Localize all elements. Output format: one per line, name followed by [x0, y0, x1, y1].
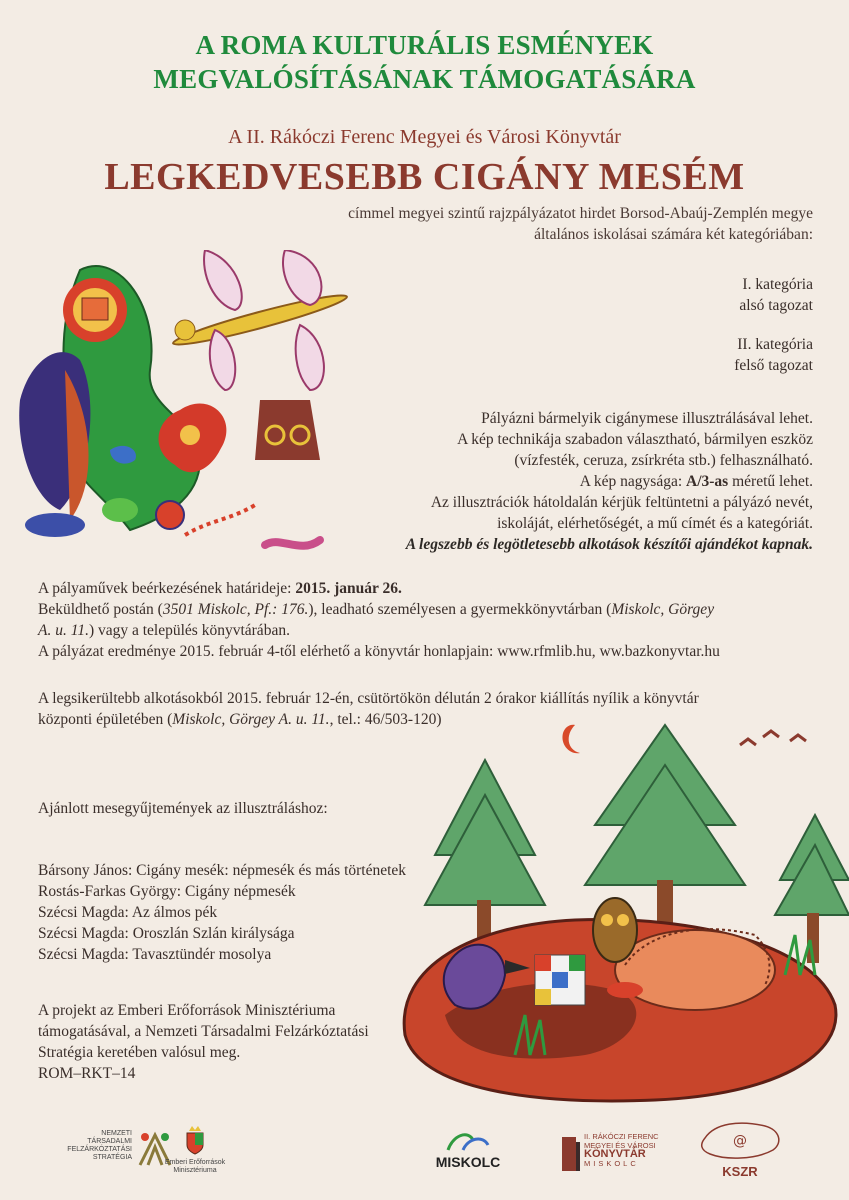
category-2-level: felső tagozat — [734, 357, 813, 374]
ntfs-logo-line: NEMZETI — [101, 1130, 132, 1137]
illustration-flower-dragonfly — [10, 250, 405, 570]
results-line: A pályázat eredménye 2015. február 4-től elérhető a könyvtár honlapjain: www.rfmlib.hu, ww.bazkonyvtar.hu — [38, 643, 720, 660]
submission-postal-address: 3501 Miskolc, Pf.: 176. — [162, 601, 309, 618]
rules-line-2: A kép technikája szabadon választható, bármilyen eszköz — [457, 431, 813, 448]
exhibition-address: Miskolc, Görgey A. u. 11. — [172, 711, 330, 728]
library-logo-line: MEGYEI ÉS VÁROSI — [584, 1141, 656, 1150]
subtitle-line-2: általános iskolásai számára két kategóriában: — [534, 226, 813, 243]
submission-line — [38, 599, 818, 641]
rules-line-1: Pályázni bármelyik cigánymese illusztrálásával lehet. — [481, 410, 813, 427]
submission-text-f: ) vagy a település könyvtárában. — [88, 622, 290, 639]
library-logo — [560, 1130, 680, 1185]
books-list — [38, 860, 406, 965]
submission-text-a: Beküldhető postán ( — [38, 601, 163, 618]
illustration-forest-hedgehog — [395, 715, 849, 1105]
ministry-logo-line: Emberi Erőforrások — [164, 1159, 226, 1166]
ministry-logo — [155, 1125, 235, 1185]
ntfs-logo-line: STRATÉGIA — [92, 1154, 132, 1161]
header-line-2: MEGVALÓSÍTÁSÁNAK TÁMOGATÁSÁRA — [153, 64, 696, 94]
project-line-2: támogatásával, a Nemzeti Társadalmi Felzárkóztatási — [38, 1023, 369, 1040]
miskolc-logo-text: MISKOLC — [435, 1154, 501, 1170]
category-1 — [739, 274, 813, 316]
rules-prize-line: A legszebb és legötletesebb alkotások készítői ajándékot kapnak. — [405, 536, 813, 553]
exhibition-phone: , tel.: 46/503-120) — [329, 711, 442, 728]
ministry-logo-line: Minisztériuma — [173, 1167, 217, 1174]
exhibition-line-1: A legsikerültebb alkotásokból 2015. február 12-én, csütörtökön délután 2 órakor kiállítás nyílik a könyvtár — [38, 690, 699, 707]
header-line-1: A ROMA KULTURÁLIS ESMÉNYEK — [195, 30, 654, 60]
page-title: LEGKEDVESEBB CIGÁNY MESÉM — [104, 156, 745, 198]
kszr-logo-text: KSZR — [722, 1164, 758, 1179]
category-1-level: alsó tagozat — [739, 297, 813, 314]
submission-library-address-cont: A. u. 11. — [38, 622, 89, 639]
library-logo-line: MISKOLC — [584, 1159, 639, 1168]
category-2-name: II. kategória — [737, 336, 813, 353]
books-heading: Ajánlott mesegyűjtemények az illusztráláshoz: — [38, 800, 328, 817]
book-item: Szécsi Magda: Az álmos pék — [38, 904, 218, 921]
category-2 — [734, 334, 813, 376]
category-1-name: I. kategória — [742, 276, 813, 293]
project-note — [38, 1000, 369, 1084]
library-logo-mark — [560, 1132, 582, 1172]
project-line-1: A projekt az Emberi Erőforrások Minisztériuma — [38, 1002, 336, 1019]
exhibition-text-a: központi épületében ( — [38, 711, 173, 728]
rules-line-3: (vízfesték, ceruza, zsírkréta stb.) felhasználható. — [514, 452, 813, 469]
rules-line-5: Az illusztrációk hátoldalán kérjük feltüntetni a pályázó nevét, — [430, 494, 813, 511]
library-logo-line: II. RÁKÓCZI FERENC — [584, 1132, 659, 1141]
organizer-name: A II. Rákóczi Ferenc Megyei és Városi Könyvtár — [228, 126, 621, 148]
project-code: ROM–RKT–14 — [38, 1065, 136, 1082]
deadline-line — [38, 578, 818, 599]
hungarian-crest-icon — [183, 1125, 207, 1155]
ntfs-logo-line: FELZÁRKÓZTATÁSI — [67, 1146, 132, 1153]
kszr-map-icon — [695, 1118, 785, 1163]
book-item: Szécsi Magda: Tavasztündér mosolya — [38, 946, 272, 963]
rules-size-suffix: méretű lehet. — [728, 473, 813, 490]
svg-text:@: @ — [733, 1133, 747, 1149]
rules-line-6: iskoláját, elérhetőségét, a mű címét és a kategóriát. — [497, 515, 813, 532]
rules-size-prefix: A kép nagysága: — [579, 473, 687, 490]
subtitle-line-1: címmel megyei szintű rajzpályázatot hirdet Borsod-Abaúj-Zemplén megye — [348, 205, 813, 222]
book-item: Bársony János: Cigány mesék: népmesék és más történetek — [38, 862, 407, 879]
deadline-date: 2015. január 26. — [295, 580, 402, 597]
rules-size-value: A/3-as — [686, 473, 729, 490]
miskolc-logo-mark — [443, 1130, 493, 1152]
library-logo-line: KÖNYVTÁR — [584, 1148, 646, 1160]
deadline-prefix: A pályaművek beérkezésének határideje: — [38, 580, 296, 597]
ntfs-logo-line: TÁRSADALMI — [87, 1138, 132, 1145]
project-line-3: Stratégia keretében valósul meg. — [38, 1044, 241, 1061]
subtitle — [348, 203, 813, 245]
submission-text-c: ), leadható személyesen a gyermekkönyvtárban ( — [308, 601, 612, 618]
info-block — [38, 578, 818, 662]
miskolc-logo — [418, 1130, 518, 1180]
kszr-logo — [695, 1118, 785, 1188]
book-item: Rostás-Farkas György: Cigány népmesék — [38, 883, 296, 900]
book-item: Szécsi Magda: Oroszlán Szlán királysága — [38, 925, 295, 942]
submission-library-address: Miskolc, Görgey — [611, 601, 715, 618]
